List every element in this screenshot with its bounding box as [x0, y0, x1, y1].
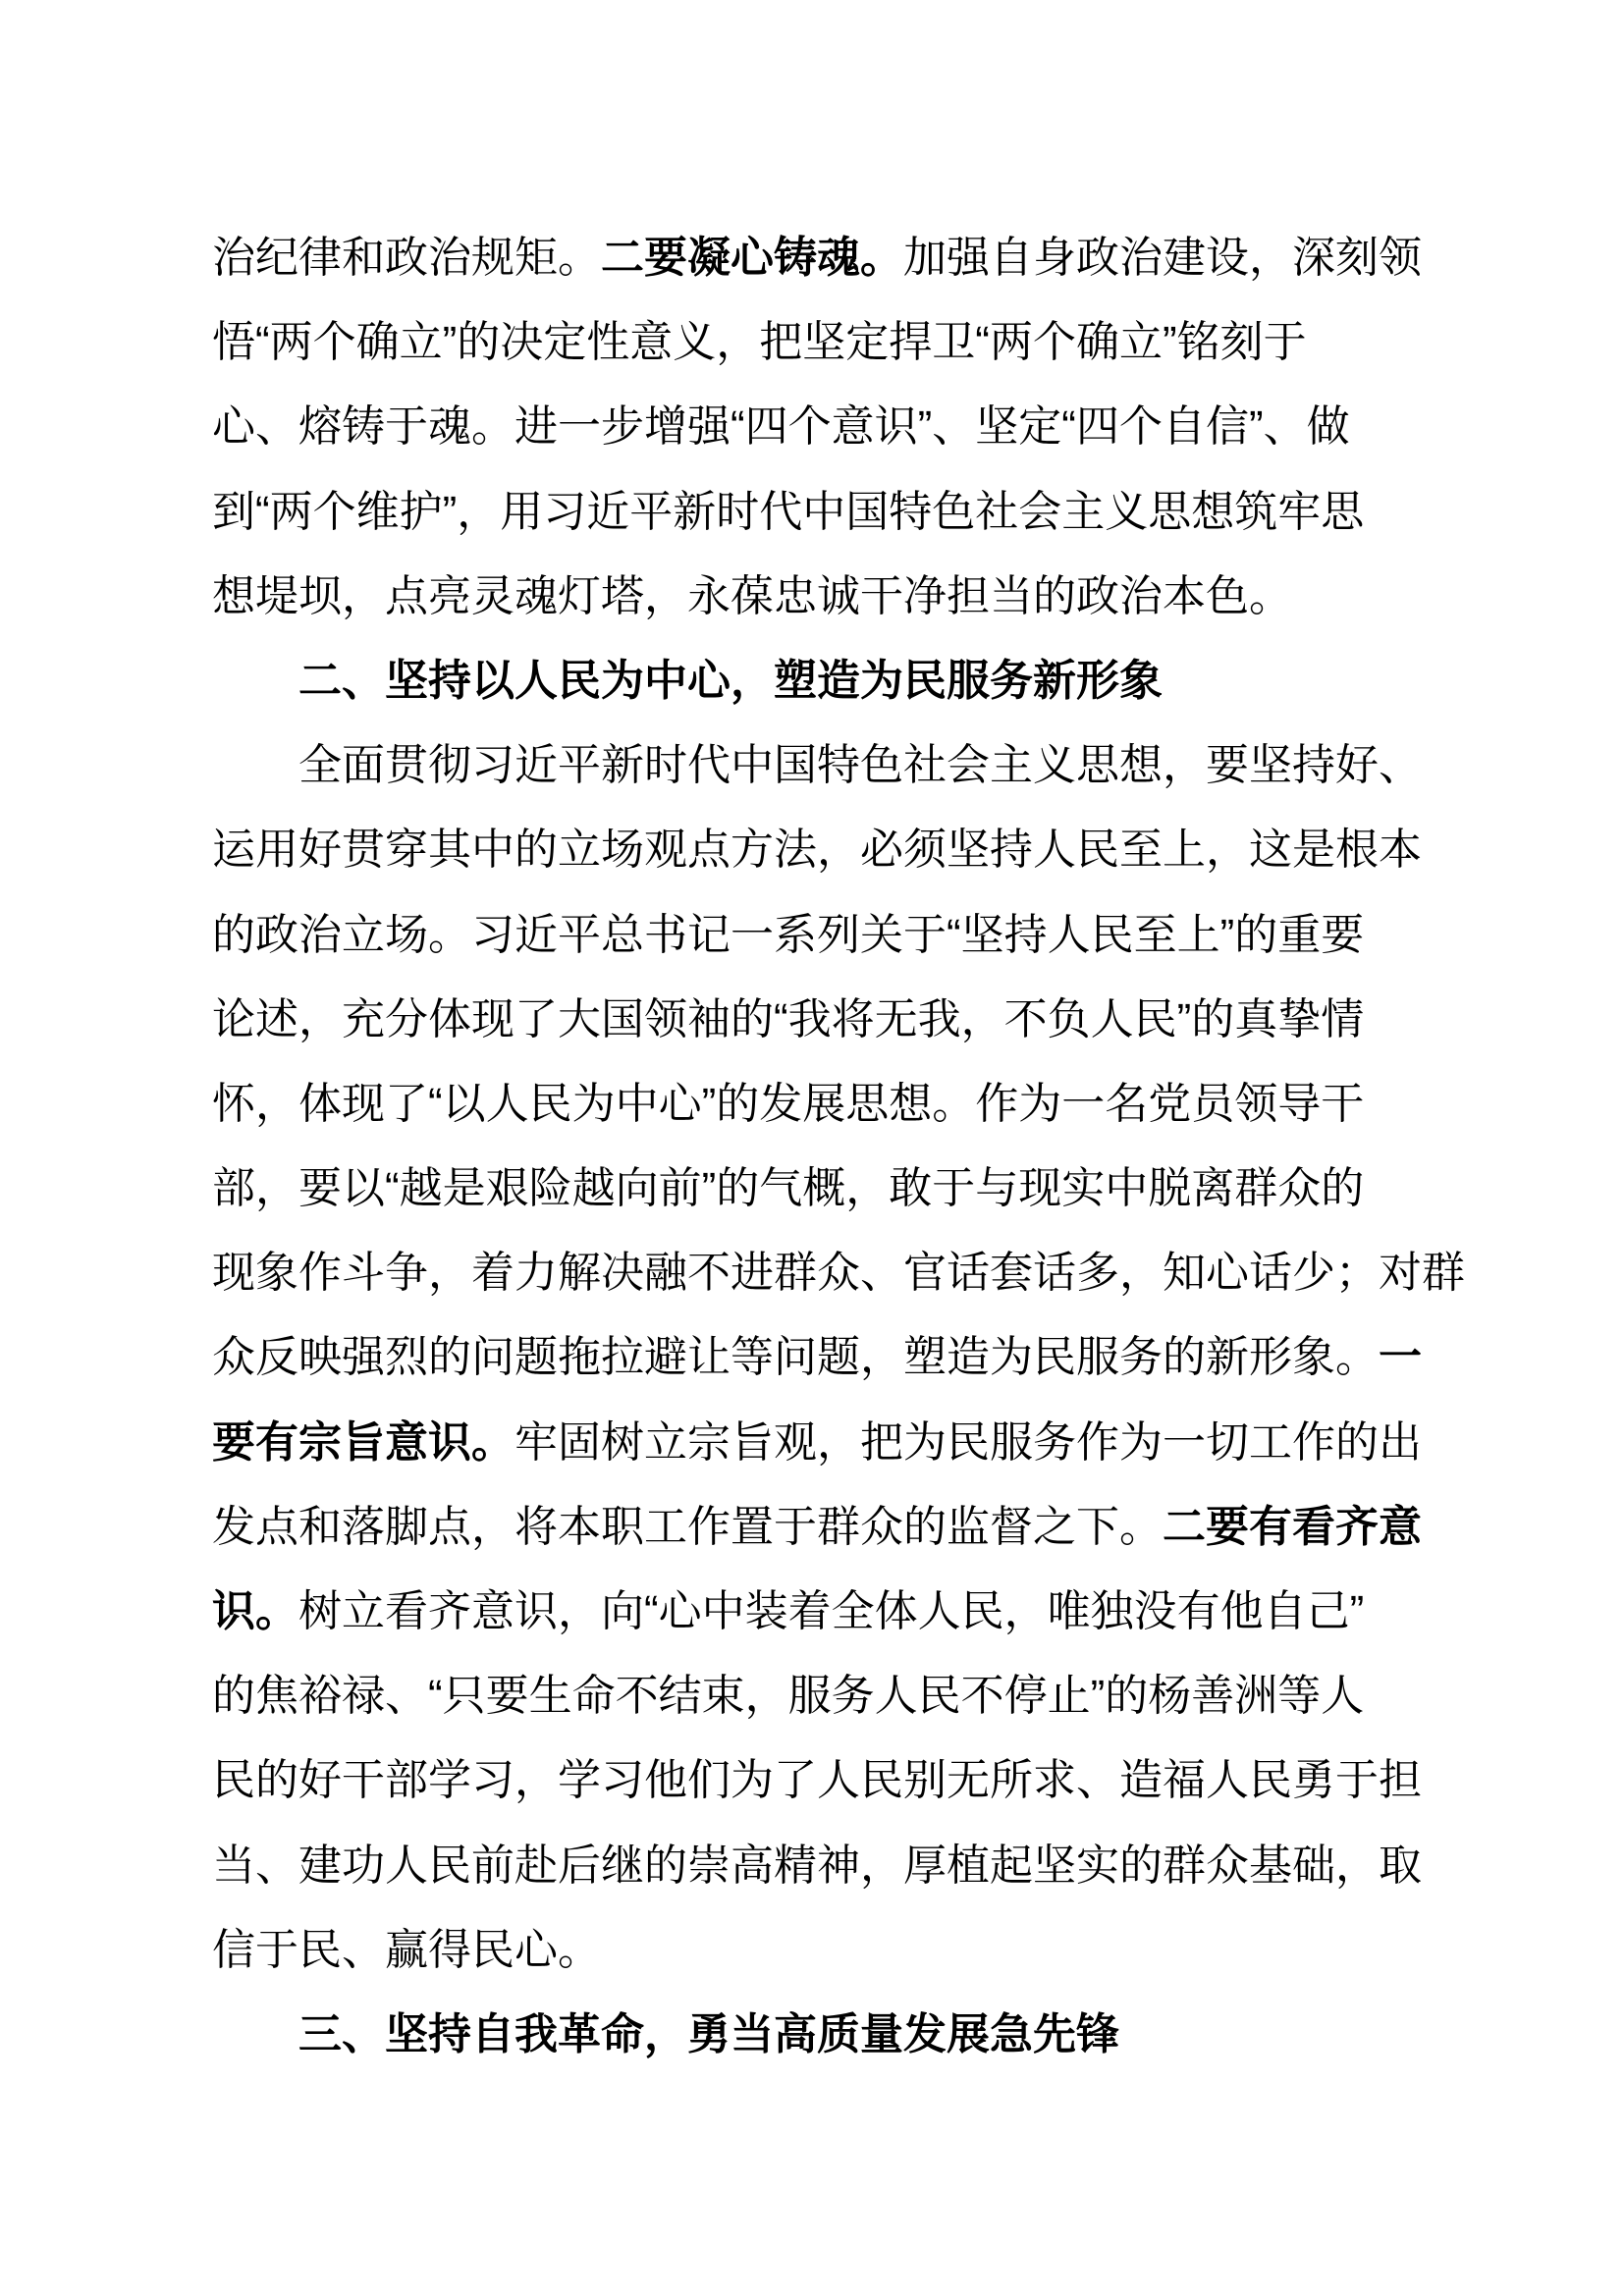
- document-line: [212, 1147, 1439, 1231]
- text-segment: 现象作斗争，着力解决融不进群众、官话套话多，知心话少；对群: [212, 1249, 1465, 1298]
- document-line: [212, 893, 1439, 978]
- document-line: [212, 555, 1439, 639]
- document-line: [212, 808, 1439, 892]
- document-line: [212, 1401, 1439, 1485]
- text-segment: 的政治立场。习近平总书记一系列关于“坚持人民至上”的重要: [212, 910, 1365, 959]
- text-segment: 部，要以“越是艰险越向前”的气概，敢于与现实中脱离群众的: [212, 1164, 1365, 1213]
- text-segment: 怀，体现了“以人民为中心”的发展思想。作为一名党员领导干: [212, 1079, 1365, 1128]
- document-line: [212, 385, 1439, 469]
- text-segment: 发点和落脚点，将本职工作置于群众的监督之下。: [212, 1502, 1163, 1551]
- bold-text-segment: 三、坚持自我革命，勇当高质量发展急先锋: [298, 2009, 1119, 2058]
- bold-text-segment: 二要凝心铸魂。: [601, 234, 903, 282]
- text-segment: 想堤坝，点亮灵魂灯塔，永葆忠诚干净担当的政治本色。: [212, 571, 1292, 620]
- document-line: [212, 1824, 1439, 1908]
- document-line: [212, 1485, 1439, 1570]
- document-text-block: [212, 216, 1465, 2077]
- text-segment: 的焦裕禄、“只要生命不结束，服务人民不停止”的杨善洲等人: [212, 1672, 1365, 1721]
- bold-text-segment: 二、坚持以人民为中心，塑造为民服务新形象: [298, 656, 1163, 705]
- text-segment: 加强自身政治建设，深刻领: [903, 234, 1422, 282]
- bold-text-segment: 识。: [212, 1587, 298, 1635]
- document-line: [212, 978, 1439, 1062]
- document-line: [212, 1231, 1465, 1315]
- document-line: [212, 1062, 1439, 1147]
- text-segment: 众反映强烈的问题拖拉避让等问题，塑造为民服务的新形象。: [212, 1333, 1379, 1382]
- text-segment: 牢固树立宗旨观，把为民服务作为一切工作的出: [514, 1417, 1422, 1467]
- text-segment: 当、建功人民前赴后继的崇高精神，厚植起坚实的群众基础，取: [212, 1841, 1422, 1890]
- document-line: [212, 1570, 1439, 1654]
- text-segment: 民的好干部学习，学习他们为了人民别无所求、造福人民勇于担: [212, 1756, 1422, 1805]
- bold-text-segment: 要有宗旨意识。: [212, 1417, 514, 1467]
- section-heading: [212, 639, 1439, 723]
- bold-text-segment: 二要有看齐意: [1163, 1502, 1422, 1551]
- text-segment: 信于民、赢得民心。: [212, 1925, 601, 1974]
- document-line: [212, 1315, 1439, 1400]
- text-segment: 到“两个维护”，用习近平新时代中国特色社会主义思想筑牢思: [212, 487, 1365, 536]
- text-segment: 运用好贯穿其中的立场观点方法，必须坚持人民至上，这是根本: [212, 826, 1422, 875]
- text-segment: 全面贯彻习近平新时代中国特色社会主义思想，要坚持好、: [298, 741, 1422, 790]
- text-segment: 论述，充分体现了大国领袖的“我将无我，不负人民”的真挚情: [212, 994, 1365, 1043]
- text-segment: 树立看齐意识，向“心中装着全体人民，唯独没有他自己”: [298, 1587, 1365, 1635]
- bold-text-segment: 一: [1379, 1333, 1422, 1382]
- section-heading: [212, 1993, 1439, 2077]
- text-segment: 心、熔铸于魂。进一步增强“四个意识”、坚定“四个自信”、做: [212, 402, 1350, 452]
- text-segment: 悟“两个确立”的决定性意义，把坚定捍卫“两个确立”铭刻于: [212, 318, 1307, 367]
- text-segment: 治纪律和政治规矩。: [212, 234, 601, 282]
- document-line: [212, 216, 1439, 300]
- document-line: [212, 723, 1439, 808]
- document-line: [212, 300, 1439, 385]
- document-line: [212, 1654, 1439, 1738]
- document-line: [212, 470, 1439, 555]
- document-line: [212, 1738, 1439, 1823]
- document-line: [212, 1908, 1439, 1993]
